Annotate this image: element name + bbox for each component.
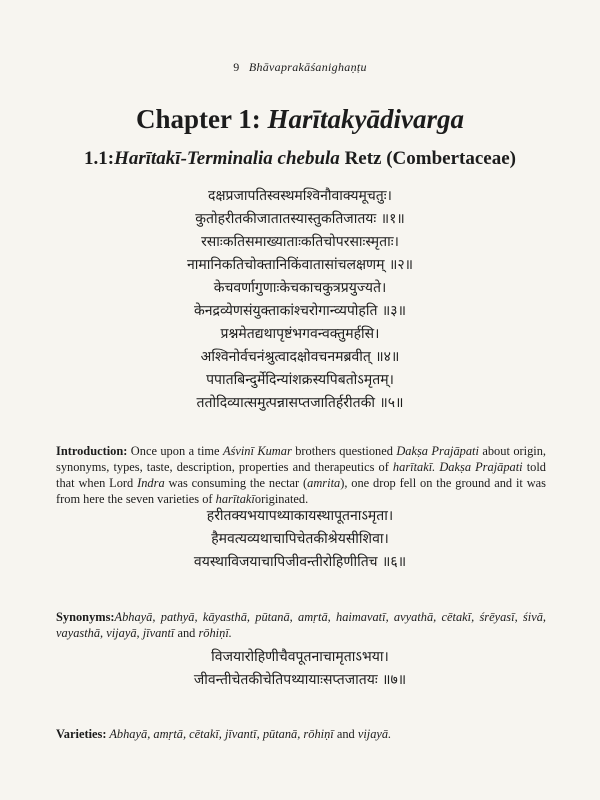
verse-line: रसाःकतिसमाख्याताःकतिचोपरसाःस्मृताः। (201, 234, 399, 250)
para-seg: brothers questioned (291, 444, 397, 459)
para-seg: Once upon a time (127, 444, 223, 459)
para-seg: and (174, 626, 199, 641)
verse-block-1 (0, 185, 600, 415)
para-seg: was consuming the nectar ( (164, 476, 308, 491)
synonyms-paragraph (56, 609, 546, 641)
varieties-paragraph (56, 726, 546, 742)
chapter-title (0, 104, 600, 135)
verse-line: हरीतक्यभयापथ्याकायस्थापूतनाऽमृता। (206, 508, 394, 524)
verse-line: केनद्रव्येणसंयुक्ताकांश्चरोगान्व्यपोहति ॥३॥ (194, 303, 406, 319)
para-seg: harītakī. (392, 460, 436, 475)
varieties-label: Varieties: (56, 727, 107, 742)
para-seg: Abhayā, pathyā, kāyasthā, pūtanā, amṛtā, haimavatī, avyathā, cētakī, śrēyasī, śivā, vayasthā, vijayā, jīvantī (56, 610, 546, 641)
verse-line: विजयारोहिणीचैवपूतनाचामृताऽभया। (211, 649, 389, 665)
verse-line: प्रश्नमेतद्यथापृष्टंभगवन्वक्तुमर्हसि। (220, 326, 380, 342)
verse-line: अश्विनोर्वचनंश्रुत्वादक्षोवचनमब्रवीत् ॥४॥ (200, 349, 400, 365)
running-head-title: Bhāvaprakāśanighaṇṭu (248, 60, 367, 74)
verse-block-3 (0, 646, 600, 692)
section-authority: Retz (Combertaceae) (339, 148, 516, 169)
verse-line: कुतोहरीतकीजातातस्यास्तुकतिजातयः ॥१॥ (195, 211, 405, 227)
verse-line: वयस्थाविजयाचापिजीवन्तीरोहिणीतिच ॥६॥ (193, 554, 407, 570)
para-seg: about origin, synonyms, types, taste, description, properties and therapeutics of (56, 444, 547, 475)
chapter-name: Harītakyādivarga (267, 104, 464, 134)
verse-block-2 (0, 505, 600, 574)
verse-line: दक्षप्रजापतिस्वस्थमश्विनौवाक्यमूचतुः। (208, 188, 392, 204)
page-number: 9 (233, 60, 240, 74)
para-seg: vijayā. (357, 727, 392, 742)
introduction-paragraph (56, 443, 546, 507)
para-seg: Dakṣa Prajāpati (439, 460, 523, 475)
verse-line: नामानिकतिचोक्तानिकिंवातासांचलक्षणम् ॥२॥ (186, 257, 414, 273)
verse-line: ततोदिव्यात्समुत्पन्नासप्तजातिर्हरीतकी ॥५॥ (196, 395, 404, 411)
introduction-label: Introduction: (56, 444, 128, 459)
para-seg: originated. (254, 492, 309, 507)
section-number: 1.1: (83, 148, 115, 169)
para-seg: and (333, 727, 358, 742)
running-head (0, 60, 600, 75)
section-name: Harītakī-Terminalia chebula (114, 148, 340, 169)
para-seg: Indra (137, 476, 165, 491)
chapter-prefix: Chapter 1: (136, 104, 268, 134)
para-seg: Dakṣa Prajāpati (396, 444, 479, 459)
para-seg: Abhayā, amṛtā, cētakī, jīvantī, pūtanā, rōhiṇī (106, 727, 334, 742)
verse-line: हैमवत्यव्यथाचापिचेतकीश्रेयसीशिवा। (211, 531, 389, 547)
para-seg: ), one drop fell on the ground and it was from here the seven varieties of (56, 476, 546, 507)
verse-line: जीवन्तीचेतकीचेतिपथ्यायाःसप्तजातयः ॥७॥ (193, 672, 407, 688)
para-seg: harītakī (215, 492, 255, 507)
synonyms-label: Synonyms: (56, 610, 115, 625)
verse-line: पपातबिन्दुर्मेदिन्यांशक्रस्यपिबतोऽमृतम्। (206, 372, 394, 388)
para-seg: told that when Lord (56, 460, 546, 491)
section-title (0, 148, 600, 170)
para-seg: amrita (307, 476, 341, 491)
para-seg: rōhiṇī. (198, 626, 232, 641)
para-seg: Aśvinī Kumar (222, 444, 292, 459)
verse-line: केचवर्णागुणाःकेचकाचकुत्रप्रयुज्यते। (213, 280, 387, 296)
